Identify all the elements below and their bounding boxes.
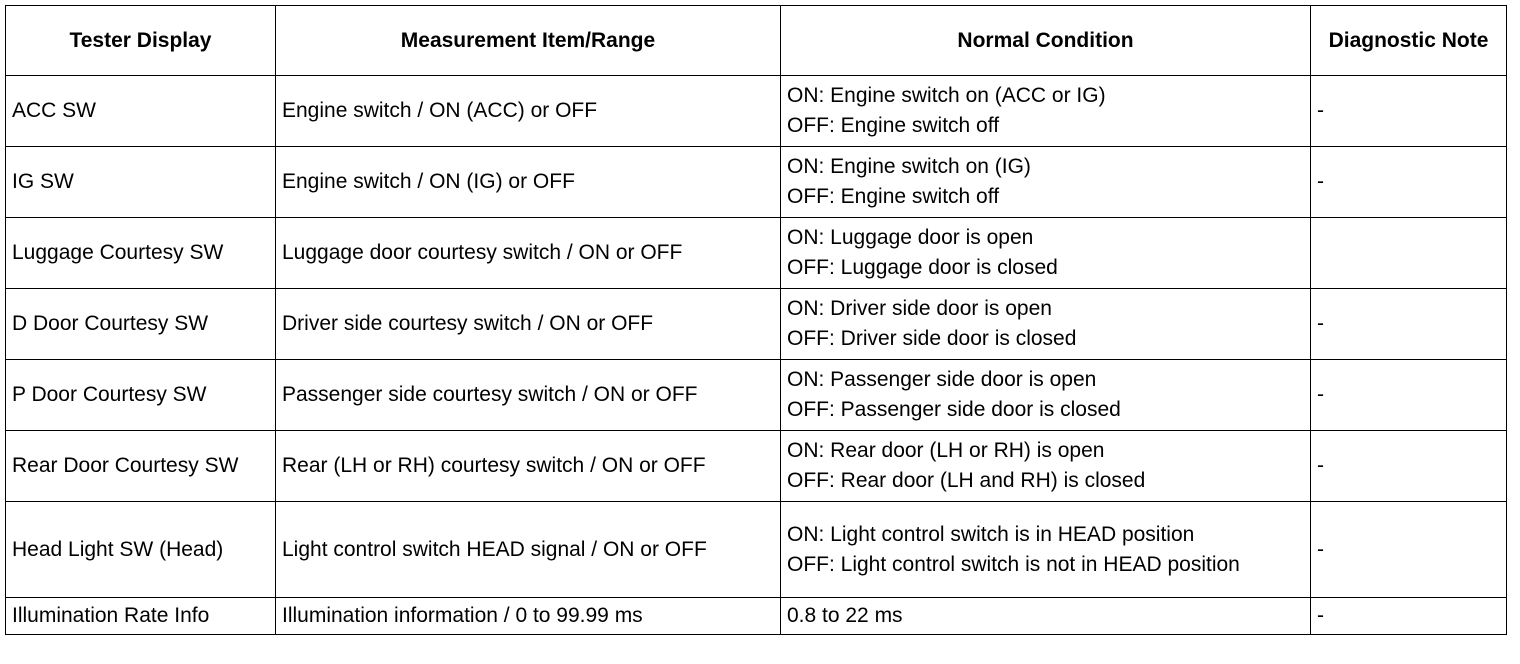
condition-off: OFF: Engine switch off — [787, 185, 1000, 208]
cell-measurement-item: Engine switch / ON (ACC) or OFF — [276, 76, 781, 147]
cell-tester-display: D Door Courtesy SW — [6, 289, 276, 360]
header-tester-display: Tester Display — [6, 6, 276, 76]
cell-tester-display: ACC SW — [6, 76, 276, 147]
cell-diagnostic-note: - — [1311, 289, 1507, 360]
cell-measurement-item: Engine switch / ON (IG) or OFF — [276, 147, 781, 218]
cell-measurement-item: Light control switch HEAD signal / ON or OFF — [276, 502, 781, 598]
condition-off: OFF: Rear door (LH and RH) is closed — [787, 469, 1146, 492]
condition-off: OFF: Driver side door is closed — [787, 327, 1077, 350]
cell-diagnostic-note: - — [1311, 598, 1507, 635]
cell-normal-condition — [781, 147, 1311, 218]
cell-diagnostic-note: - — [1311, 431, 1507, 502]
cell-tester-display: P Door Courtesy SW — [6, 360, 276, 431]
table-row — [6, 218, 1507, 289]
header-diagnostic-note: Diagnostic Note — [1311, 6, 1507, 76]
header-measurement-item: Measurement Item/Range — [276, 6, 781, 76]
condition-on: ON: Rear door (LH or RH) is open — [787, 439, 1105, 462]
cell-normal-condition — [781, 218, 1311, 289]
condition-off: OFF: Engine switch off — [787, 114, 1000, 137]
table-row — [6, 76, 1507, 147]
cell-diagnostic-note: - — [1311, 502, 1507, 598]
table-row — [6, 360, 1507, 431]
cell-diagnostic-note: - — [1311, 147, 1507, 218]
table-row — [6, 502, 1507, 598]
tester-display-table — [5, 5, 1507, 635]
cell-measurement-item: Illumination information / 0 to 99.99 ms — [276, 598, 781, 635]
condition-off: OFF: Light control switch is not in HEAD position — [787, 552, 1240, 576]
condition-on: ON: Luggage door is open — [787, 226, 1034, 249]
cell-tester-display: Luggage Courtesy SW — [6, 218, 276, 289]
condition-off: OFF: Passenger side door is closed — [787, 398, 1121, 421]
condition-on: ON: Driver side door is open — [787, 297, 1052, 320]
cell-measurement-item: Passenger side courtesy switch / ON or OFF — [276, 360, 781, 431]
cell-diagnostic-note — [1311, 218, 1507, 289]
condition-value: 0.8 to 22 ms — [787, 604, 903, 627]
cell-measurement-item: Luggage door courtesy switch / ON or OFF — [276, 218, 781, 289]
cell-normal-condition — [781, 360, 1311, 431]
cell-tester-display: Illumination Rate Info — [6, 598, 276, 635]
condition-on: ON: Light control switch is in HEAD position — [787, 522, 1195, 546]
table-row — [6, 147, 1507, 218]
condition-off: OFF: Luggage door is closed — [787, 256, 1058, 279]
header-normal-condition: Normal Condition — [781, 6, 1311, 76]
cell-tester-display: Head Light SW (Head) — [6, 502, 276, 598]
table-header-row — [6, 6, 1507, 76]
condition-on: ON: Passenger side door is open — [787, 368, 1097, 391]
table-row — [6, 598, 1507, 635]
cell-tester-display: Rear Door Courtesy SW — [6, 431, 276, 502]
cell-measurement-item: Driver side courtesy switch / ON or OFF — [276, 289, 781, 360]
cell-tester-display: IG SW — [6, 147, 276, 218]
cell-normal-condition — [781, 502, 1311, 598]
table-row — [6, 289, 1507, 360]
cell-measurement-item: Rear (LH or RH) courtesy switch / ON or OFF — [276, 431, 781, 502]
table-row — [6, 431, 1507, 502]
cell-diagnostic-note: - — [1311, 360, 1507, 431]
condition-on: ON: Engine switch on (IG) — [787, 155, 1031, 178]
cell-normal-condition — [781, 598, 1311, 635]
cell-diagnostic-note: - — [1311, 76, 1507, 147]
cell-normal-condition — [781, 76, 1311, 147]
cell-normal-condition — [781, 289, 1311, 360]
condition-on: ON: Engine switch on (ACC or IG) — [787, 84, 1106, 107]
cell-normal-condition — [781, 431, 1311, 502]
